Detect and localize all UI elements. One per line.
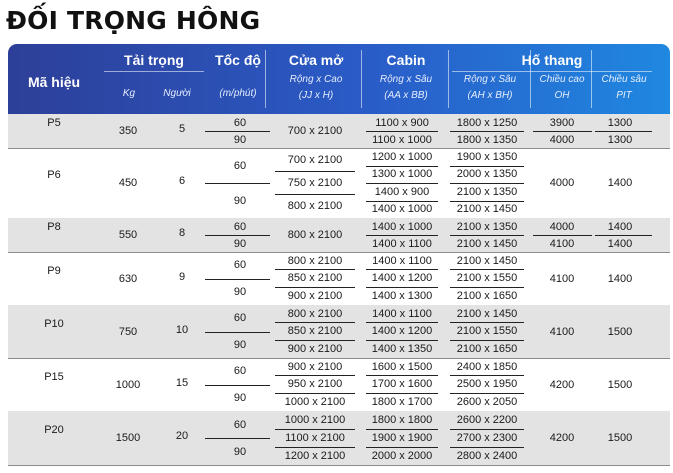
row-separator bbox=[8, 465, 670, 466]
cell-divider bbox=[366, 393, 438, 394]
cell-divider bbox=[450, 393, 524, 394]
speed-value: 90 bbox=[233, 237, 247, 250]
cell-divider bbox=[595, 235, 652, 236]
header-load: Tải trọng bbox=[124, 52, 184, 68]
cell-divider bbox=[366, 183, 438, 184]
cell-divider bbox=[275, 171, 355, 172]
speed-value: 90 bbox=[233, 391, 247, 404]
shaft-size: 2100 x 1450 bbox=[456, 237, 518, 250]
cell-divider bbox=[275, 194, 355, 195]
speed-value: 90 bbox=[233, 194, 247, 207]
cell-divider bbox=[366, 166, 438, 167]
pit-depth: 1500 bbox=[607, 432, 633, 444]
speed-value: 60 bbox=[233, 220, 247, 233]
header-speed: Tốc độ bbox=[215, 52, 261, 68]
speed-divider bbox=[205, 385, 270, 386]
cell-divider bbox=[366, 269, 438, 270]
load-kg: 350 bbox=[118, 125, 138, 137]
door-size: 900 x 2100 bbox=[287, 289, 343, 302]
cell-divider bbox=[366, 429, 438, 430]
cabin-size: 1100 x 900 bbox=[375, 116, 429, 129]
shaft-size: 2100 x 1450 bbox=[456, 254, 518, 267]
door-size: 850 x 2100 bbox=[287, 325, 343, 338]
shaft-size: 2100 x 1350 bbox=[456, 185, 518, 198]
door-size: 800 x 2100 bbox=[287, 200, 343, 213]
speed-divider bbox=[205, 279, 270, 280]
model-name: P10 bbox=[44, 317, 64, 330]
header-shaft-sub1: Rộng x Sâu bbox=[463, 74, 517, 85]
cell-divider bbox=[450, 183, 524, 184]
cabin-size: 1800 x 1800 bbox=[371, 413, 433, 426]
cell-divider bbox=[595, 131, 652, 132]
header-cabin-sub2: (AA x BB) bbox=[384, 90, 428, 101]
overhead-height: 4100 bbox=[549, 325, 575, 338]
speed-divider bbox=[205, 332, 270, 333]
cell-divider bbox=[366, 447, 438, 448]
shaft-size: 2100 x 1450 bbox=[456, 307, 518, 320]
header-door-sub2: (JJ x H) bbox=[298, 90, 334, 101]
header-door: Cửa mở bbox=[288, 52, 344, 68]
shaft-size: 2700 x 2300 bbox=[456, 431, 518, 444]
cell-divider bbox=[366, 235, 438, 236]
overhead-height: 4100 bbox=[549, 272, 575, 285]
cell-divider bbox=[533, 235, 592, 236]
pit-depth: 1500 bbox=[607, 378, 633, 391]
row-separator bbox=[8, 358, 670, 359]
door-size: 1200 x 2100 bbox=[284, 449, 346, 462]
cell-divider bbox=[450, 340, 524, 341]
header-model: Mã hiệu bbox=[27, 74, 81, 90]
speed-value: 60 bbox=[233, 312, 247, 325]
cabin-size: 1600 x 1500 bbox=[371, 360, 433, 373]
load-persons: 10 bbox=[175, 323, 189, 336]
speed-value: 90 bbox=[233, 338, 247, 351]
shaft-size: 1800 x 1250 bbox=[456, 116, 518, 129]
cabin-size: 2000 x 2000 bbox=[371, 449, 433, 462]
door-size: 900 x 2100 bbox=[287, 342, 343, 355]
load-persons: 8 bbox=[178, 227, 186, 239]
cabin-size: 1400 x 1100 bbox=[372, 307, 432, 320]
cell-divider bbox=[450, 429, 524, 430]
load-kg: 1500 bbox=[115, 432, 141, 444]
cell-divider bbox=[275, 429, 355, 430]
cabin-size: 1200 x 1000 bbox=[371, 150, 433, 163]
cell-divider bbox=[450, 166, 524, 167]
cabin-size: 1400 x 1200 bbox=[371, 272, 433, 285]
speed-value: 60 bbox=[233, 159, 247, 172]
load-persons: 5 bbox=[178, 123, 186, 135]
cell-divider bbox=[450, 201, 524, 202]
model-name: P8 bbox=[47, 221, 61, 233]
shaft-size: 2400 x 1850 bbox=[456, 360, 518, 373]
overhead-height: 4000 bbox=[549, 220, 575, 233]
shaft-size: 2100 x 1650 bbox=[456, 289, 518, 302]
overhead-height: 4000 bbox=[549, 133, 575, 146]
door-size: 700 x 2100 bbox=[287, 125, 343, 137]
door-size: 700 x 2100 bbox=[287, 153, 343, 166]
header-load-person: Người bbox=[163, 88, 191, 99]
pit-depth: 1300 bbox=[607, 133, 633, 146]
header-divider bbox=[452, 71, 652, 72]
cell-divider bbox=[275, 287, 355, 288]
load-kg: 550 bbox=[118, 229, 138, 241]
pit-depth: 1500 bbox=[607, 325, 633, 338]
model-name: P5 bbox=[47, 117, 61, 129]
speed-value: 90 bbox=[233, 133, 247, 146]
cabin-size: 1400 x 1200 bbox=[371, 325, 433, 338]
model-name: P15 bbox=[44, 370, 64, 383]
cabin-size: 1300 x 1000 bbox=[371, 168, 433, 181]
shaft-size: 2100 x 1550 bbox=[456, 325, 518, 338]
load-kg: 750 bbox=[118, 325, 138, 338]
cell-divider bbox=[275, 447, 355, 448]
header-shaft: Hố thang bbox=[521, 52, 583, 68]
cabin-size: 1800 x 1700 bbox=[371, 395, 433, 408]
cabin-size: 1400 x 1000 bbox=[371, 203, 433, 216]
cell-divider bbox=[450, 131, 524, 132]
cell-divider bbox=[275, 269, 355, 270]
load-persons: 20 bbox=[175, 430, 189, 442]
cabin-size: 1400 x 1300 bbox=[371, 289, 433, 302]
cell-divider bbox=[366, 375, 438, 376]
load-persons: 15 bbox=[175, 376, 189, 389]
speed-divider bbox=[205, 183, 270, 184]
cabin-size: 1700 x 1600 bbox=[371, 378, 433, 391]
overhead-height: 3900 bbox=[549, 116, 575, 129]
door-size: 950 x 2100 bbox=[287, 378, 343, 391]
speed-divider bbox=[205, 235, 270, 236]
header-shaft-sub2: (AH x BH) bbox=[467, 90, 513, 101]
door-size: 850 x 2100 bbox=[287, 272, 343, 285]
model-name: P9 bbox=[47, 264, 61, 277]
header-cabin-sub1: Rộng x Sâu bbox=[379, 74, 433, 85]
cabin-size: 1400 x 1100 bbox=[372, 237, 432, 250]
speed-value: 60 bbox=[233, 365, 247, 378]
cabin-size: 1100 x 1000 bbox=[372, 133, 432, 146]
cell-divider bbox=[366, 287, 438, 288]
cell-divider bbox=[366, 131, 438, 132]
door-size: 1100 x 2100 bbox=[285, 431, 345, 444]
pit-depth: 1400 bbox=[607, 272, 633, 285]
door-size: 800 x 2100 bbox=[287, 229, 343, 241]
cabin-size: 1400 x 1350 bbox=[371, 342, 433, 355]
header-pit-sub: PIT bbox=[616, 90, 632, 101]
cell-divider bbox=[450, 375, 524, 376]
cell-divider bbox=[450, 322, 524, 323]
shaft-size: 2100 x 1550 bbox=[456, 272, 518, 285]
page-title: ĐỐI TRỌNG HÔNG bbox=[6, 6, 261, 35]
load-persons: 9 bbox=[178, 270, 186, 283]
cell-divider bbox=[366, 340, 438, 341]
shaft-size: 1800 x 1350 bbox=[456, 133, 518, 146]
speed-divider bbox=[205, 438, 270, 439]
shaft-size: 2100 x 1450 bbox=[456, 203, 518, 216]
cell-divider bbox=[450, 447, 524, 448]
cell-divider bbox=[366, 322, 438, 323]
door-size: 800 x 2100 bbox=[287, 307, 343, 320]
shaft-size: 2600 x 2050 bbox=[456, 395, 518, 408]
header-speed-unit: (m/phút) bbox=[219, 88, 257, 99]
cell-divider bbox=[450, 287, 524, 288]
model-name: P20 bbox=[44, 424, 64, 436]
door-size: 900 x 2100 bbox=[287, 360, 343, 373]
speed-value: 90 bbox=[233, 285, 247, 298]
overhead-height: 4100 bbox=[549, 237, 575, 250]
cabin-size: 1400 x 1100 bbox=[372, 254, 432, 267]
door-size: 1000 x 2100 bbox=[284, 395, 346, 408]
cell-divider bbox=[450, 269, 524, 270]
cell-divider bbox=[533, 131, 592, 132]
pit-depth: 1400 bbox=[607, 237, 633, 250]
overhead-height: 4200 bbox=[549, 378, 575, 391]
header-load-kg: Kg bbox=[122, 88, 136, 99]
shaft-size: 2500 x 1950 bbox=[456, 378, 518, 391]
speed-value: 90 bbox=[233, 445, 247, 458]
shaft-size: 1900 x 1350 bbox=[456, 150, 518, 163]
load-kg: 1000 bbox=[115, 378, 141, 391]
header-divider bbox=[448, 50, 449, 108]
door-size: 1000 x 2100 bbox=[284, 413, 346, 426]
shaft-size: 2100 x 1350 bbox=[456, 220, 518, 233]
speed-value: 60 bbox=[233, 259, 247, 272]
cell-divider bbox=[450, 235, 524, 236]
header-pit: Chiều sâu bbox=[601, 74, 647, 85]
header-door-sub1: Rộng x Cao bbox=[289, 74, 343, 85]
header-cabin: Cabin bbox=[386, 52, 426, 68]
load-persons: 6 bbox=[178, 175, 186, 187]
shaft-size: 2600 x 2200 bbox=[456, 413, 518, 426]
overhead-height: 4200 bbox=[549, 432, 575, 444]
speed-divider bbox=[205, 131, 270, 132]
cabin-size: 1400 x 1000 bbox=[371, 220, 433, 233]
cabin-size: 1900 x 1900 bbox=[371, 431, 433, 444]
cell-divider bbox=[275, 322, 355, 323]
header-oh: Chiều cao bbox=[539, 74, 585, 85]
pit-depth: 1300 bbox=[607, 116, 633, 129]
cell-divider bbox=[275, 375, 355, 376]
shaft-size: 2000 x 1350 bbox=[456, 168, 518, 181]
row-separator bbox=[8, 252, 670, 253]
header-oh-sub: OH bbox=[554, 90, 570, 101]
cell-divider bbox=[275, 393, 355, 394]
pit-depth: 1400 bbox=[607, 220, 633, 233]
overhead-height: 4000 bbox=[549, 177, 575, 189]
shaft-size: 2800 x 2400 bbox=[456, 449, 518, 462]
speed-value: 60 bbox=[233, 116, 247, 129]
pit-depth: 1400 bbox=[607, 177, 633, 189]
speed-value: 60 bbox=[233, 418, 247, 431]
cell-divider bbox=[275, 340, 355, 341]
load-kg: 450 bbox=[118, 177, 138, 189]
load-kg: 630 bbox=[118, 272, 138, 285]
door-size: 750 x 2100 bbox=[287, 176, 343, 189]
cell-divider bbox=[366, 201, 438, 202]
header-divider bbox=[104, 71, 204, 72]
cabin-size: 1400 x 900 bbox=[374, 185, 430, 198]
row-separator bbox=[8, 148, 670, 149]
shaft-size: 2100 x 1650 bbox=[456, 342, 518, 355]
door-size: 800 x 2100 bbox=[287, 254, 343, 267]
model-name: P6 bbox=[47, 169, 61, 181]
